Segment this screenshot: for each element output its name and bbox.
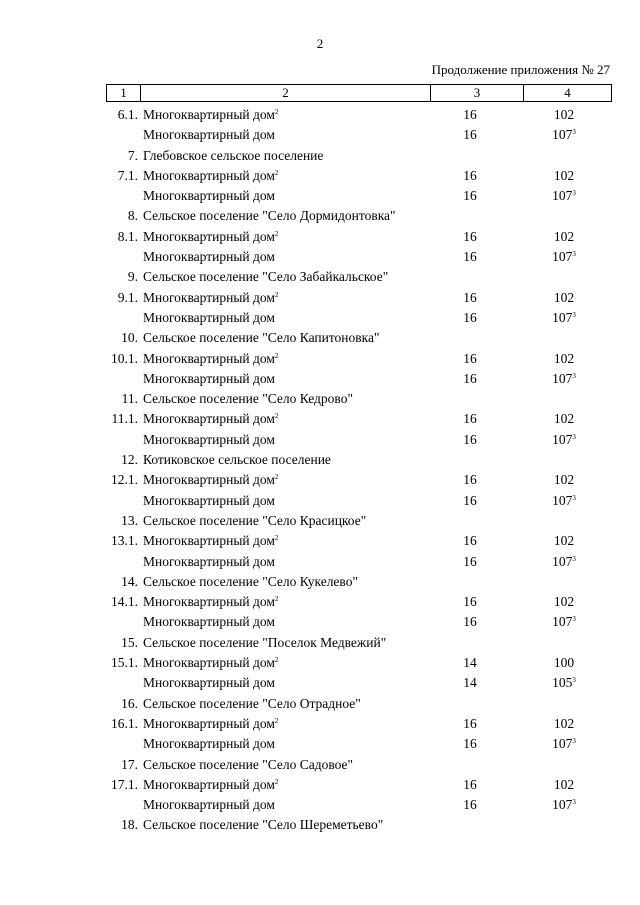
column-4-number: 102: [553, 107, 575, 122]
table-row: [0, 612, 640, 632]
row-number: 15.1.: [111, 655, 138, 671]
column-4-value: [534, 430, 594, 450]
column-4-number: 107: [552, 309, 573, 325]
row-number: 14.1.: [111, 594, 138, 610]
row-name-text: Многоквартирный дом: [143, 533, 275, 549]
column-4-number: 107: [552, 431, 573, 447]
column-4-value: [534, 552, 594, 572]
column-3-value: 16: [463, 533, 477, 549]
footnote-marker: 3: [572, 615, 576, 624]
column-4-number: 107: [552, 614, 573, 630]
row-name: [143, 552, 275, 572]
section-number: 8.: [127, 208, 138, 224]
column-4-number: 102: [553, 411, 575, 427]
row-name-text: Многоквартирный дом: [143, 675, 275, 691]
column-4-value: [534, 531, 594, 551]
table-row: [0, 775, 640, 795]
footnote-marker: 3: [572, 310, 576, 319]
row-name-text: Многоквартирный дом: [143, 107, 275, 122]
table-row: [0, 734, 640, 754]
column-4-value: [534, 288, 594, 308]
column-4-value: [534, 612, 594, 632]
row-name-text: Многоквартирный дом: [143, 715, 275, 731]
column-4-number: 107: [552, 249, 573, 265]
row-name-text: Многоквартирный дом: [143, 411, 275, 427]
table-row: [0, 105, 640, 125]
column-4-number: 102: [553, 472, 575, 488]
column-4-value: [534, 105, 594, 125]
footnote-marker: 3: [572, 554, 576, 563]
column-4-value: [534, 592, 594, 612]
section-name: Сельское поселение "Село Капитоновка": [143, 330, 380, 346]
row-name-text: Многоквартирный дом: [143, 472, 275, 488]
section-number: 12.: [121, 452, 138, 468]
section-row: [0, 755, 640, 775]
column-4-number: 107: [552, 797, 573, 813]
footnote-marker: 2: [274, 168, 279, 177]
row-name: [143, 491, 275, 511]
row-number: 17.1.: [111, 776, 138, 792]
section-name: Сельское поселение "Село Красицкое": [143, 512, 367, 528]
row-name-text: Многоквартирный дом: [143, 431, 275, 447]
table-row: [0, 430, 640, 450]
row-name: [143, 186, 275, 206]
footnote-marker: 3: [572, 432, 576, 441]
row-number: 6.1.: [117, 107, 138, 122]
column-4-number: 107: [552, 553, 573, 569]
row-number: 13.1.: [111, 533, 138, 549]
footnote-marker: 3: [572, 250, 576, 259]
column-3-value: 14: [463, 675, 477, 691]
section-number: 10.: [121, 330, 138, 346]
column-4-number: 102: [553, 289, 575, 305]
section-number: 16.: [121, 695, 138, 711]
row-name: [143, 775, 278, 795]
table-row: [0, 227, 640, 247]
row-name-text: Многоквартирный дом: [143, 188, 275, 204]
table-row: [0, 186, 640, 206]
row-number: 11.1.: [111, 411, 138, 427]
section-row: [0, 328, 640, 348]
column-4-number: 100: [553, 655, 575, 671]
row-name: [143, 349, 278, 369]
column-3-value: 16: [463, 614, 477, 630]
table-row: [0, 653, 640, 673]
column-4-number: 102: [553, 594, 575, 610]
column-4-number: 102: [553, 715, 575, 731]
row-name: [143, 247, 275, 267]
footnote-marker: 2: [274, 229, 279, 238]
footnote-marker: 3: [572, 676, 576, 685]
footnote-marker: 2: [274, 716, 279, 725]
row-number: 12.1.: [111, 472, 138, 488]
table-row: [0, 714, 640, 734]
section-name: Котиковское сельское поселение: [143, 452, 331, 468]
column-4-number: 107: [552, 127, 573, 143]
section-name: Сельское поселение "Поселок Медвежий": [143, 634, 387, 650]
row-name: [143, 653, 278, 673]
row-name: [143, 430, 275, 450]
row-name-text: Многоквартирный дом: [143, 289, 275, 305]
row-name-text: Многоквартирный дом: [143, 614, 275, 630]
column-3-value: 16: [463, 411, 477, 427]
row-name: [143, 369, 275, 389]
table-body: [0, 105, 640, 836]
row-name-text: Многоквартирный дом: [143, 167, 275, 183]
column-3-value: 16: [463, 249, 477, 265]
section-row: [0, 146, 640, 166]
table-row: [0, 491, 640, 511]
section-row: [0, 206, 640, 226]
column-4-value: [534, 491, 594, 511]
table-row: [0, 795, 640, 815]
section-row: [0, 572, 640, 592]
column-4-value: [534, 775, 594, 795]
footnote-marker: 2: [274, 595, 279, 604]
row-name: [143, 409, 278, 429]
section-number: 14.: [121, 573, 138, 589]
footnote-marker: 3: [572, 798, 576, 807]
section-row: [0, 633, 640, 653]
row-name: [143, 714, 278, 734]
row-number: 8.1.: [117, 228, 138, 244]
column-3-value: 16: [463, 350, 477, 366]
column-3-value: 16: [463, 594, 477, 610]
header-cell-4: 4: [524, 85, 612, 102]
section-number: 11.: [121, 391, 138, 407]
table-row: [0, 349, 640, 369]
column-4-value: [534, 714, 594, 734]
section-name: Сельское поселение "Село Забайкальское": [143, 269, 389, 285]
column-4-number: 102: [553, 350, 575, 366]
section-name: Сельское поселение "Село Шереметьево": [143, 817, 384, 833]
row-name-text: Многоквартирный дом: [143, 736, 275, 752]
row-name-text: Многоквартирный дом: [143, 127, 275, 143]
table-row: [0, 125, 640, 145]
section-row: [0, 815, 640, 835]
row-name: [143, 470, 278, 490]
column-4-number: 102: [553, 533, 575, 549]
footnote-marker: 3: [572, 737, 576, 746]
row-name-text: Многоквартирный дом: [143, 776, 275, 792]
column-4-value: [534, 734, 594, 754]
section-row: [0, 267, 640, 287]
header-cell-1: 1: [107, 85, 141, 102]
table-row: [0, 592, 640, 612]
row-name-text: Многоквартирный дом: [143, 492, 275, 508]
row-name: [143, 592, 278, 612]
column-4-value: [534, 308, 594, 328]
column-3-value: 16: [463, 167, 477, 183]
column-3-value: 16: [463, 431, 477, 447]
section-number: 9.: [127, 269, 138, 285]
column-4-value: [534, 369, 594, 389]
table-row: [0, 470, 640, 490]
footnote-marker: 2: [274, 108, 279, 116]
footnote-marker: 2: [274, 656, 279, 665]
row-name-text: Многоквартирный дом: [143, 797, 275, 813]
section-name: Сельское поселение "Село Садовое": [143, 756, 354, 772]
section-number: 13.: [121, 512, 138, 528]
section-row: [0, 511, 640, 531]
column-3-value: 14: [463, 655, 477, 671]
row-name: [143, 673, 275, 693]
row-name-text: Многоквартирный дом: [143, 655, 275, 671]
section-name: Сельское поселение "Село Кукелево": [143, 573, 358, 589]
footnote-marker: 2: [274, 473, 279, 482]
table-header: [106, 84, 612, 102]
row-name: [143, 612, 275, 632]
column-3-value: 16: [463, 188, 477, 204]
column-4-value: [534, 186, 594, 206]
footnote-marker: 3: [572, 371, 576, 380]
column-4-number: 107: [552, 370, 573, 386]
row-name: [143, 531, 278, 551]
column-4-number: 107: [552, 492, 573, 508]
column-4-value: [534, 673, 594, 693]
column-3-value: 16: [463, 736, 477, 752]
section-number: 18.: [121, 817, 138, 833]
row-name-text: Многоквартирный дом: [143, 370, 275, 386]
column-4-number: 107: [552, 736, 573, 752]
row-name: [143, 166, 278, 186]
section-name: Глебовское сельское поселение: [143, 147, 324, 163]
row-name: [143, 288, 278, 308]
table-row: [0, 247, 640, 267]
table-row: [0, 552, 640, 572]
column-4-value: [534, 166, 594, 186]
row-name: [143, 105, 278, 125]
column-3-value: 16: [463, 776, 477, 792]
column-3-value: 16: [463, 797, 477, 813]
footnote-marker: 3: [572, 493, 576, 502]
column-3-value: 16: [463, 107, 477, 122]
row-number: 9.1.: [117, 289, 138, 305]
table-row: [0, 166, 640, 186]
table-row: [0, 673, 640, 693]
row-number: 10.1.: [111, 350, 138, 366]
row-name-text: Многоквартирный дом: [143, 249, 275, 265]
column-3-value: 16: [463, 370, 477, 386]
section-row: [0, 450, 640, 470]
column-3-value: 16: [463, 127, 477, 143]
row-name: [143, 308, 275, 328]
table-row: [0, 409, 640, 429]
column-4-number: 102: [553, 228, 575, 244]
row-name: [143, 227, 278, 247]
table-row: [0, 288, 640, 308]
row-number: 16.1.: [111, 715, 138, 731]
column-4-value: [534, 349, 594, 369]
column-3-value: 16: [463, 715, 477, 731]
section-number: 17.: [121, 756, 138, 772]
section-name: Сельское поселение "Село Отрадное": [143, 695, 361, 711]
column-4-value: [534, 247, 594, 267]
column-4-value: [534, 125, 594, 145]
column-3-value: 16: [463, 309, 477, 325]
row-name: [143, 125, 275, 145]
column-4-value: [534, 470, 594, 490]
continuation-caption: Продолжение приложения № 27: [431, 62, 610, 77]
row-name-text: Многоквартирный дом: [143, 594, 275, 610]
footnote-marker: 2: [274, 412, 279, 421]
column-4-number: 107: [552, 188, 573, 204]
column-4-value: [534, 227, 594, 247]
table-row: [0, 308, 640, 328]
section-row: [0, 389, 640, 409]
column-4-number: 102: [553, 167, 575, 183]
header-cell-3: 3: [431, 85, 524, 102]
column-3-value: 16: [463, 228, 477, 244]
row-name-text: Многоквартирный дом: [143, 309, 275, 325]
section-name: Сельское поселение "Село Дормидонтовка": [143, 208, 396, 224]
footnote-marker: 2: [274, 534, 279, 543]
column-4-value: [534, 409, 594, 429]
column-3-value: 16: [463, 472, 477, 488]
footnote-marker: 3: [572, 128, 576, 137]
header-cell-2: 2: [141, 85, 431, 102]
table-row: [0, 531, 640, 551]
footnote-marker: 3: [572, 189, 576, 198]
row-name: [143, 734, 275, 754]
page-number: 2: [316, 36, 324, 51]
column-4-value: [534, 653, 594, 673]
section-number: 15.: [121, 634, 138, 650]
column-4-value: [534, 795, 594, 815]
column-3-value: 16: [463, 289, 477, 305]
row-name-text: Многоквартирный дом: [143, 350, 275, 366]
section-name: Сельское поселение "Село Кедрово": [143, 391, 353, 407]
footnote-marker: 2: [274, 351, 279, 360]
footnote-marker: 2: [274, 777, 279, 786]
column-3-value: 16: [463, 553, 477, 569]
column-4-number: 105: [552, 675, 573, 691]
table-row: [0, 369, 640, 389]
row-name-text: Многоквартирный дом: [143, 228, 275, 244]
row-name: [143, 795, 275, 815]
section-number: 7.: [127, 147, 138, 163]
footnote-marker: 2: [274, 290, 279, 299]
row-name-text: Многоквартирный дом: [143, 553, 275, 569]
column-4-number: 102: [553, 776, 575, 792]
row-number: 7.1.: [117, 167, 138, 183]
column-3-value: 16: [463, 492, 477, 508]
section-row: [0, 694, 640, 714]
